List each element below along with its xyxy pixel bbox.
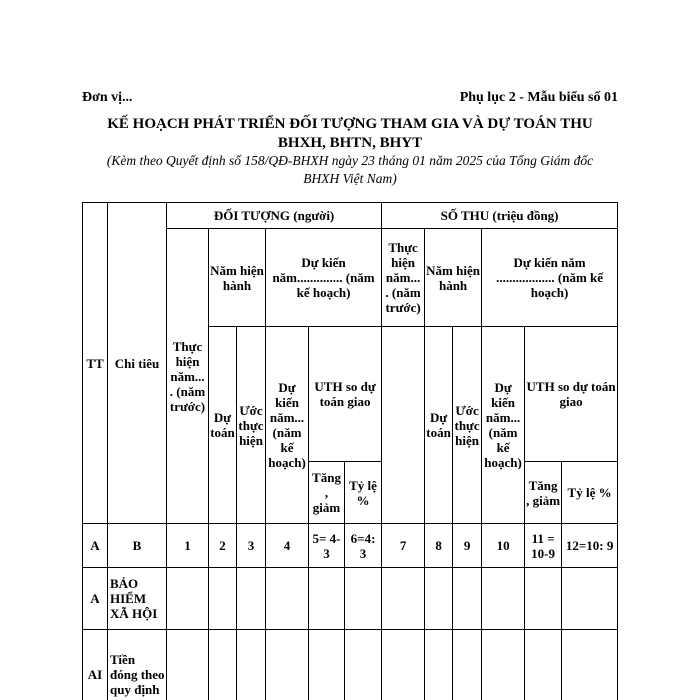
- index-cell: 5= 4-3: [309, 524, 345, 568]
- header-thuc-hien-st: Thực hiện năm... . (năm trước): [382, 229, 425, 327]
- header-uth-st: UTH so dự toán giao: [525, 327, 618, 462]
- plan-table: [82, 202, 618, 700]
- row-label: Tiền đóng theo quy định: [108, 630, 167, 700]
- index-cell: 1: [167, 524, 209, 568]
- index-cell: 2: [209, 524, 237, 568]
- document-title: KẾ HOẠCH PHÁT TRIỂN ĐỐI TƯỢNG THAM GIA VÀ DỰ TOÁN THU: [107, 116, 593, 132]
- index-cell: 7: [382, 524, 425, 568]
- header-du-kien-nam-st: Dự kiến năm... (năm kế hoạch): [482, 327, 525, 524]
- index-row: [83, 524, 618, 568]
- header-tang-giam-dt: Tăng , giảm: [309, 462, 345, 524]
- table-row: [83, 630, 618, 700]
- header-du-toan-st: Dự toán: [425, 327, 453, 524]
- header-tt: TT: [83, 203, 108, 524]
- index-cell: 6=4: 3: [345, 524, 382, 568]
- document-subtitle: BHXH, BHTN, BHYT: [277, 135, 423, 151]
- index-cell: A: [83, 524, 108, 568]
- header-tang-giam-st: Tăng , giảm: [525, 462, 562, 524]
- header-doi-tuong: ĐỐI TƯỢNG (người): [167, 203, 382, 229]
- row-label: BẢO HIỂM XÃ HỘI: [108, 568, 167, 630]
- header-chi-tieu: Chi tiêu: [108, 203, 167, 524]
- header-nam-hien-hanh-dt: Năm hiện hành: [209, 229, 266, 327]
- header-uth-dt: UTH so dự toán giao: [309, 327, 382, 462]
- row-tt: AI: [83, 630, 108, 700]
- header-du-kien-dt: Dự kiến năm.............. (năm kế hoạch): [266, 229, 382, 327]
- index-cell: B: [108, 524, 167, 568]
- index-cell: 9: [453, 524, 482, 568]
- row-tt: A: [83, 568, 108, 630]
- header-du-toan-dt: Dự toán: [209, 327, 237, 524]
- header-uoc-thuc-hien-st: Ước thực hiện: [453, 327, 482, 524]
- header-uoc-thuc-hien-dt: Ước thực hiện: [237, 327, 266, 524]
- appendix-label: Phụ lục 2 - Mẫu biểu số 01: [459, 90, 618, 105]
- header-blank-st: [382, 327, 425, 524]
- header-ty-le-st: Tỷ lệ %: [562, 462, 618, 524]
- index-cell: 8: [425, 524, 453, 568]
- header-du-kien-nam-dt: Dự kiến năm... (năm kế hoạch): [266, 327, 309, 524]
- table-row: [83, 568, 618, 630]
- unit-label: Đơn vị...: [82, 90, 133, 105]
- index-cell: 4: [266, 524, 309, 568]
- document-note: (Kèm theo Quyết định số 158/QĐ-BHXH ngày 23 tháng 01 năm 2025 của Tổng Giám đốc BHXH Việt Nam): [106, 153, 594, 186]
- index-cell: 11 = 10-9: [525, 524, 562, 568]
- header-ty-le-dt: Tỷ lệ %: [345, 462, 382, 524]
- index-cell: 3: [237, 524, 266, 568]
- header-thuc-hien-dt: Thực hiện năm... . (năm trước): [167, 229, 209, 524]
- header-du-kien-st: Dự kiến năm .................. (năm kế hoạch): [482, 229, 618, 327]
- header-nam-hien-hanh-st: Năm hiện hành: [425, 229, 482, 327]
- header-so-thu: SỐ THU (triệu đồng): [382, 203, 618, 229]
- index-cell: 10: [482, 524, 525, 568]
- index-cell: 12=10: 9: [562, 524, 618, 568]
